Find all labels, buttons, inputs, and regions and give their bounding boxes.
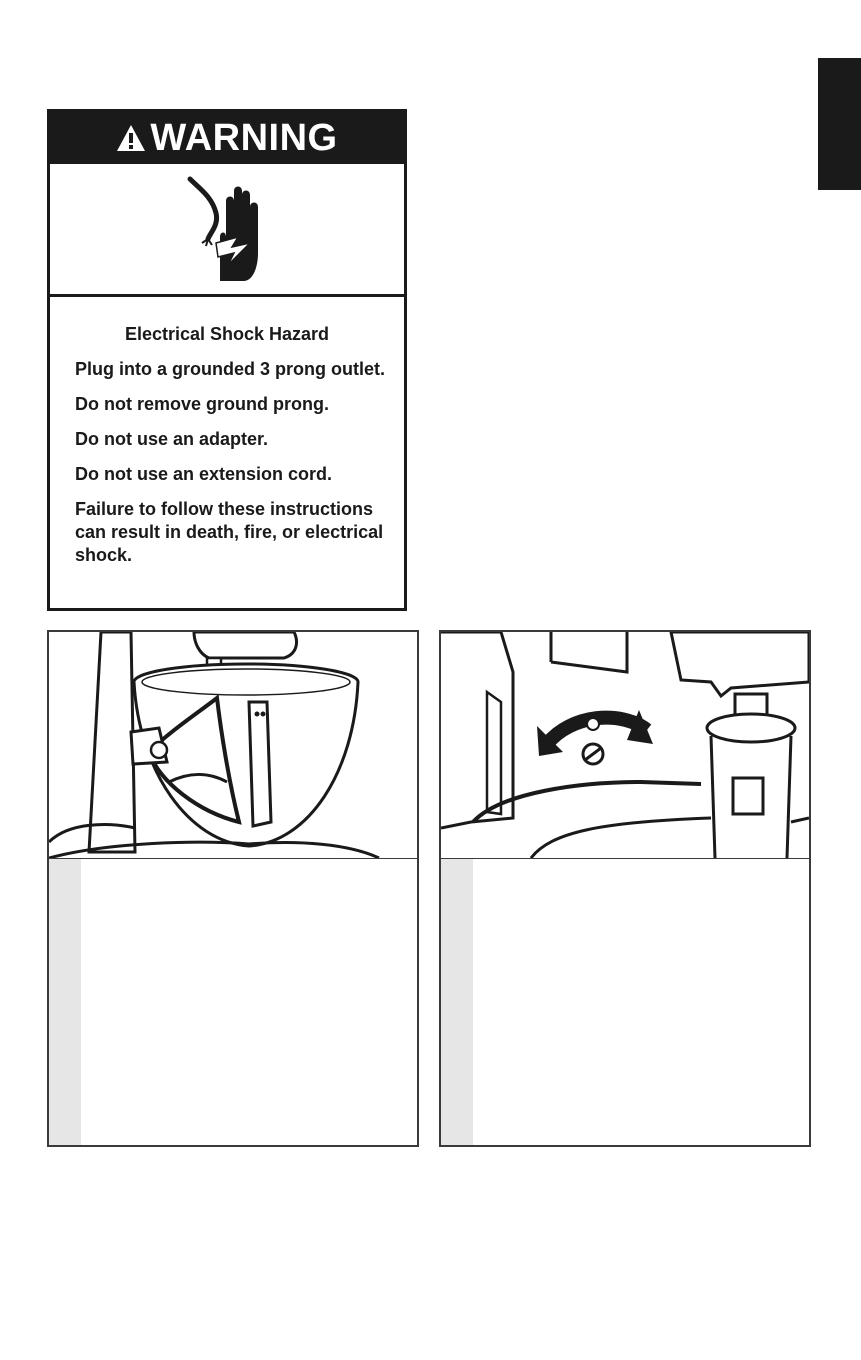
step-panel-bowl — [47, 630, 419, 1147]
step-number-strip — [49, 859, 81, 1146]
step-text-area — [441, 859, 809, 1146]
adjustment-illustration — [441, 632, 809, 859]
instruction-line: Failure to follow these instructions can result in death, fire, or electrical shock. — [75, 499, 384, 565]
bowl-illustration — [49, 632, 417, 859]
hazard-title: Electrical Shock Hazard — [124, 324, 330, 344]
warning-text — [50, 297, 404, 567]
warning-header — [50, 112, 404, 164]
electrical-shock-hand-icon — [172, 173, 282, 285]
instruction-line: Do not use an extension cord. — [75, 464, 333, 484]
instruction-line: Plug into a grounded 3 prong outlet. — [75, 359, 385, 379]
instruction-line: Do not use an adapter. — [75, 429, 269, 449]
warning-pictogram — [50, 164, 404, 297]
language-tab — [818, 58, 861, 190]
step-number-strip — [441, 859, 473, 1146]
step-text-area — [49, 859, 417, 1146]
alert-triangle-icon — [116, 123, 146, 153]
warning-label: WARNING — [150, 116, 338, 159]
instruction-line: Do not remove ground prong. — [75, 394, 329, 414]
warning-box — [47, 109, 407, 611]
step-panel-adjust — [439, 630, 811, 1147]
